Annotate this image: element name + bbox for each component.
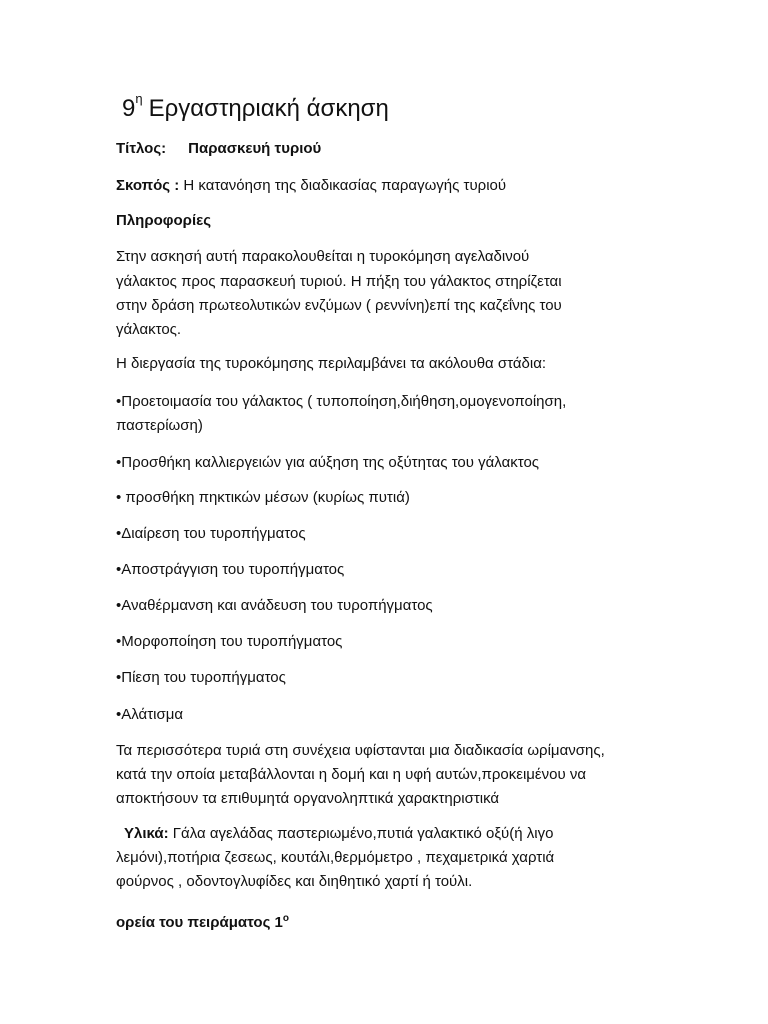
purpose-value: Η κατανόηση της διαδικασίας παραγωγής τυριού: [183, 177, 507, 194]
procedure-heading: [116, 907, 676, 934]
procedure-heading-number: 1: [274, 914, 283, 931]
procedure-heading-text: ορεία του πειράματος: [116, 914, 271, 931]
stage-item: •Αλάτισμα: [116, 706, 184, 723]
materials-line: λεμόνι),ποτήρια ζεσεως, κουτάλι,θερμόμετρο , πεχαμετρικά χαρτιά: [116, 849, 555, 866]
ripening-line: Τα περισσότερα τυριά στη συνέχεια υφίστανται μια διαδικασία ωρίμανσης,: [116, 742, 605, 759]
procedure-heading-superscript: ο: [282, 913, 289, 924]
purpose-label: Σκοπός :: [116, 177, 180, 194]
stage-item: •Διαίρεση του τυροπήγματος: [116, 525, 306, 542]
intro-line: γάλακτος.: [116, 321, 182, 338]
materials-label: Υλικά:: [124, 825, 169, 842]
intro-line: Στην ασκησή αυτή παρακολουθείται η τυροκόμηση αγελαδινού: [116, 248, 530, 265]
intro-line: στην δράση πρωτεολυτικών ενζύμων ( ρεννίνη)επί της καζεΐνης του: [116, 297, 562, 314]
stages-intro: Η διεργασία της τυροκόμησης περιλαμβάνει τα ακόλουθα στάδια:: [116, 355, 547, 372]
title-superscript: η: [135, 91, 143, 106]
ripening-line: κατά την οποία μεταβάλλονται η δομή και η υφή αυτών,προκειμένου να: [116, 766, 586, 783]
intro-line: γάλακτος προς παρασκευή τυριού. Η πήξη του γάλακτος στηρίζεται: [116, 273, 562, 290]
title-field-label: Τίτλος:: [116, 140, 167, 157]
stage-item: • προσθήκη πηκτικών μέσων (κυρίως πυτιά): [116, 489, 410, 506]
title-number: 9: [122, 95, 136, 122]
stage-item: •Προσθήκη καλλιεργειών για αύξηση της οξύτητας του γάλακτος: [116, 454, 540, 471]
title-field: [116, 137, 676, 160]
info-heading: Πληροφορίες: [116, 212, 212, 229]
stage-item: •Μορφοποίηση του τυροπήγματος: [116, 633, 343, 650]
purpose-field: [116, 174, 676, 197]
stage-item-continued: παστερίωση): [116, 417, 203, 434]
title-text: Εργαστηριακή άσκηση: [148, 95, 389, 122]
materials-line: [124, 822, 684, 845]
ripening-line: αποκτήσουν τα επιθυμητά οργανοληπτικά χαρακτηριστικά: [116, 790, 500, 807]
title-field-value: Παρασκευή τυριού: [188, 140, 322, 157]
stage-item: •Πίεση του τυροπήγματος: [116, 669, 286, 686]
stage-item: •Προετοιμασία του γάλακτος ( τυποποίηση,διήθηση,ομογενοποίηση,: [116, 393, 567, 410]
stage-item: •Αναθέρμανση και ανάδευση του τυροπήγματος: [116, 597, 433, 614]
stage-item: •Αποστράγγιση του τυροπήγματος: [116, 561, 345, 578]
page-title: [122, 88, 389, 124]
materials-text: Γάλα αγελάδας παστεριωμένο,πυτιά γαλακτικό οξύ(ή λιγο: [172, 825, 554, 842]
materials-line: φούρνος , οδοντογλυφίδες και διηθητικό χαρτί ή τούλι.: [116, 873, 473, 890]
